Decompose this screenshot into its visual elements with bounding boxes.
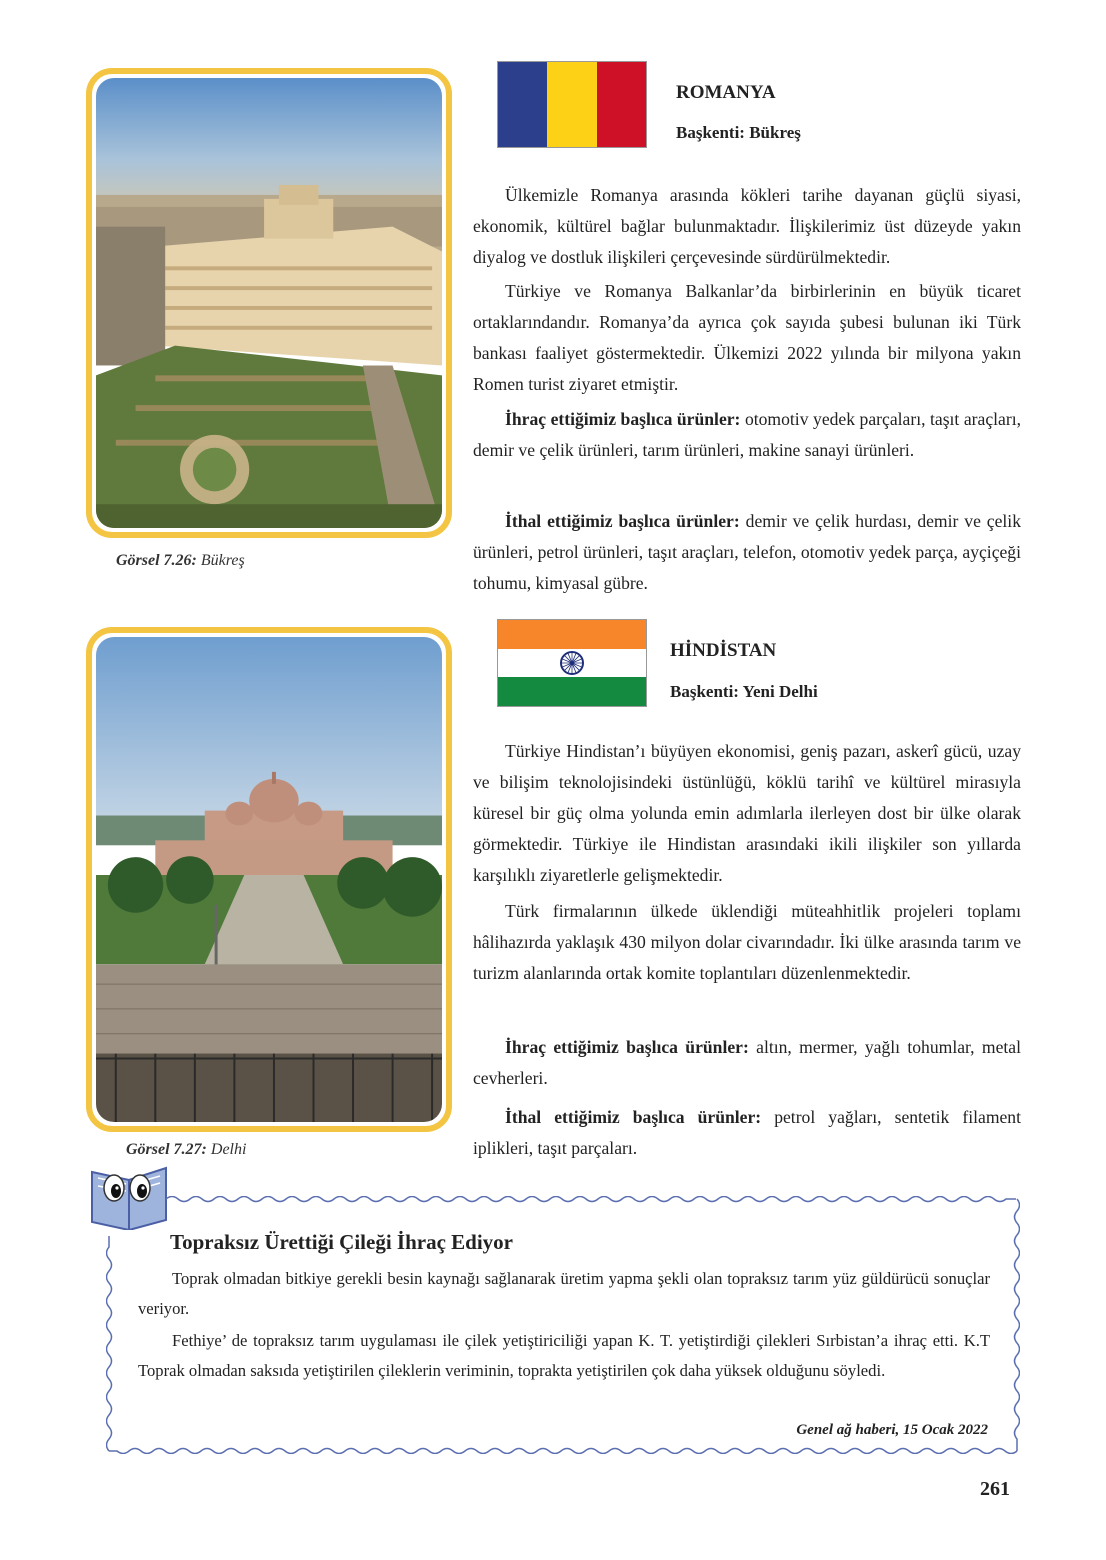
page-number: 261 [980,1478,1010,1500]
news-box [106,1196,1020,1454]
india-flag-white [498,649,646,678]
india-capital: Başkenti: Yeni Delhi [670,682,818,701]
india-para-1: Türkiye Hindistan’ı büyüyen ekonomisi, geniş pazarı, askerî gücü, uzay ve bilişim teknolojisindeki üstünlüğü, köklü tarihî ve kültürel mirasıyla küresel bir güç olma yolunda emin adımlarla ilerleyen dost bir ülke olarak görmektedir. Türkiye ile Hindistan arasındaki ikili ilişkiler son yıllarda karşılıklı ziyaretlerle gelişmektedir. [473,741,1021,885]
bucharest-photo [96,78,442,528]
india-export [473,1032,1021,1094]
india-flag-saffron [498,620,646,649]
romania-export-text: otomotiv yedek parçaları, taşıt araçları, demir ve çelik ürünleri, tarım ürünleri, makine sanayi ürünleri. [473,409,1021,460]
romania-flag [497,61,647,148]
delhi-caption [126,1141,246,1159]
news-source: Genel ağ haberi, 15 Ocak 2022 [796,1422,988,1438]
india-export-text: altın, mermer, yağlı tohumlar, metal cevherleri. [473,1037,1021,1088]
romania-name: ROMANYA [676,82,776,103]
news-para-2: Fethiye’ de topraksız tarım uygulaması ile çilek yetiştiriciliği yapan K. T. yetiştirdiği çilekleri Sırbistan’a ihraç etti. K.T Toprak olmadan saksıda yetiştirilen çileklerin veriminin, toprakta yetiştirilen çok daha yüksek olduğunu söyledi. [138,1331,990,1380]
news-para-1: Toprak olmadan bitkiye gerekli besin kaynağı sağlanarak üretim yapma şekli olan topraksız tarım yüz güldürücü sonuçlar veriyor. [138,1269,990,1318]
romania-para-1: Ülkemizle Romanya arasında kökleri tarihe dayanan güçlü siyasi, ekonomik, kültürel bağlar bulunmaktadır. İlişkilerimiz üst düzeyde yakın diyalog ve dostluk ilişkileri çerçevesinde sürdürülmektedir. [473,185,1021,267]
india-name: HİNDİSTAN [670,640,777,661]
india-flag [497,619,647,707]
india-para-2: Türk firmalarının ülkede üklendiği müteahhitlik projeleri toplamı hâlihazırda yaklaşık 430 milyon dolar civarındadır. İki ülke arasında tarım ve turizm alanlarında ortak komite toplantıları düzenlenmektedir. [473,901,1021,983]
delhi-caption-label: Görsel 7.27: [126,1141,207,1158]
romania-flag-red [597,62,646,147]
romania-export-label: İhraç ettiğimiz başlıca ürünler: [505,409,741,429]
bucharest-photo-frame [86,68,452,538]
bucharest-caption-label: Görsel 7.26: [116,552,197,569]
romania-capital: Başkenti: Bükreş [676,123,801,142]
bucharest-caption-text: Bükreş [200,552,245,569]
romania-para-2: Türkiye ve Romanya Balkanlar’da birbirlerinin en büyük ticaret ortaklarındandır. Romanya’da ayrıca çok sayıda şubesi bulunan iki Türk bankası faaliyet göstermektedir. Ülkemizi 2022 yılında bir milyona yakın Romen turist ziyaret etmiştir. [473,281,1021,394]
india-import-label: İthal ettiğimiz başlıca ürünler: [505,1107,762,1127]
romania-import-label: İthal ettiğimiz başlıca ürünler: [505,511,740,531]
romania-flag-yellow [547,62,596,147]
delhi-caption-text: Delhi [210,1141,247,1158]
india-import-text: petrol yağları, sentetik filament iplikleri, taşıt parçaları. [473,1107,1021,1158]
romania-flag-blue [498,62,547,147]
romania-import-text: demir ve çelik hurdası, demir ve çelik ürünleri, petrol ürünleri, taşıt araçları, telefon, otomotiv yedek parça, ayçiçeği tohumu, kimyasal gübre. [473,511,1021,593]
news-title: Topraksız Ürettiği Çileği İhraç Ediyor [170,1230,513,1254]
delhi-photo [96,637,442,1122]
india-flag-green [498,677,646,706]
delhi-photo-frame [86,627,452,1132]
india-import [473,1102,1021,1164]
india-export-label: İhraç ettiğimiz başlıca ürünler: [505,1037,749,1057]
ashoka-chakra-icon [559,650,585,676]
romania-import [473,506,1021,599]
romania-export [473,404,1021,466]
bucharest-caption [116,552,245,570]
